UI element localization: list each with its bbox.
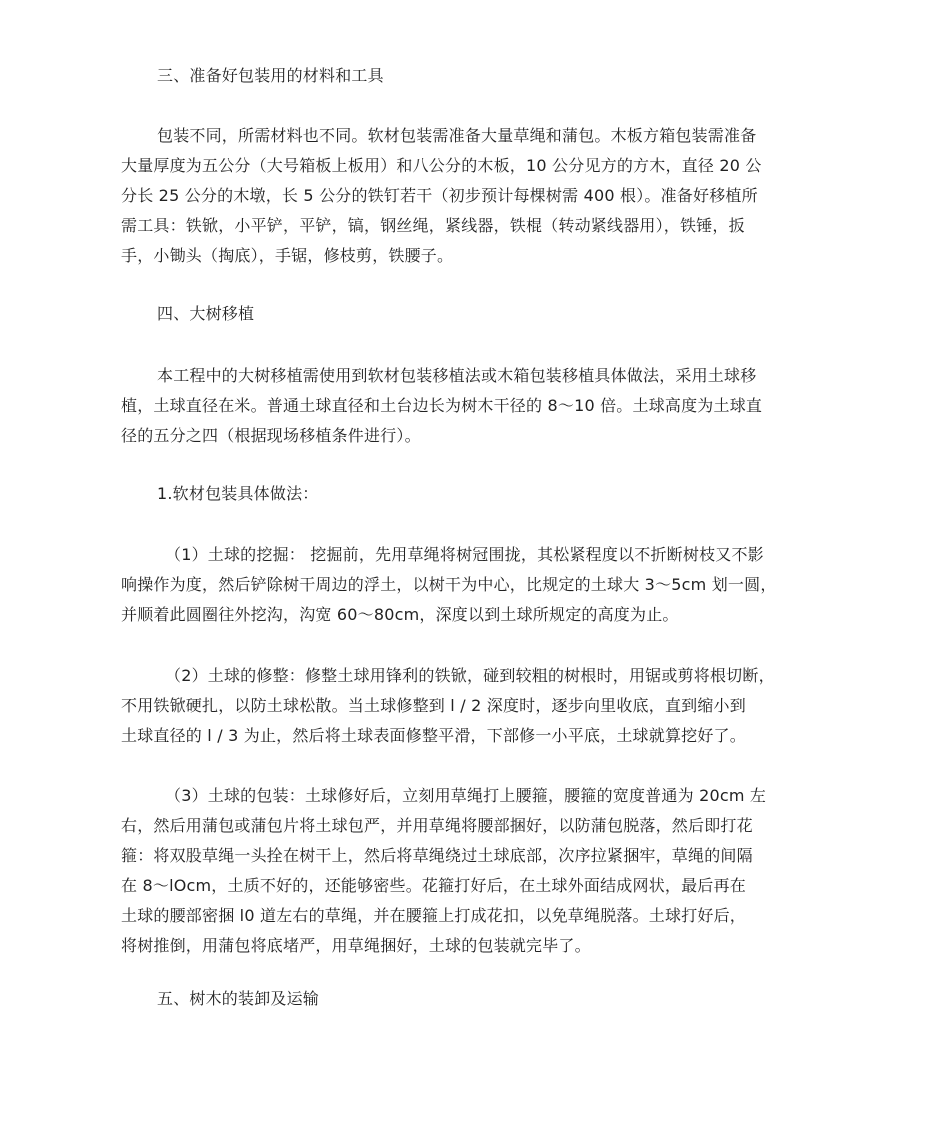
paragraph-line: 将树推倒，用蒲包将底堵严，用草绳捆好，土球的包装就完毕了。 bbox=[121, 936, 591, 955]
paragraph-line: 在 8～lOcm，土质不好的，还能够密些。花箍打好后，在土球外面结成网状，最后再在 bbox=[121, 876, 746, 895]
paragraph-line: 分长 25 公分的木墩，长 5 公分的铁钉若干（初步预计每棵树需 400 根）。准备好移植所 bbox=[121, 186, 758, 205]
paragraph-line: 本工程中的大树移植需使用到软材包装移植法或木箱包装移植具体做法，采用土球移 bbox=[157, 366, 757, 385]
paragraph-line: （2）土球的修整：修整土球用锋利的铁锨，碰到较粗的树根时，用锯或剪将根切断， bbox=[165, 666, 775, 685]
paragraph-line: 土球直径的 l / 3 为止，然后将土球表面修整平滑，下部修一小平底，土球就算挖好了。 bbox=[121, 726, 746, 745]
sub-heading-1 bbox=[121, 479, 837, 509]
paragraph-wrap bbox=[121, 781, 837, 961]
paragraph-line: 箍：将双股草绳一头拴在树干上，然后将草绳绕过土球底部，次序拉紧捆牢，草绳的间隔 bbox=[121, 846, 753, 865]
section-heading-3 bbox=[121, 61, 837, 91]
paragraph-line: 径的五分之四（根据现场移植条件进行）。 bbox=[121, 426, 421, 445]
section-heading-5 bbox=[121, 984, 837, 1014]
paragraph-line: 响操作为度，然后铲除树干周边的浮土，以树干为中心，比规定的土球大 3～5cm 划一圆， bbox=[121, 575, 777, 594]
paragraph-dig bbox=[121, 540, 837, 630]
paragraph-transplant bbox=[121, 361, 837, 451]
paragraph-line: 并顺着此圆圈往外挖沟，沟宽 60～80cm，深度以到土球所规定的高度为止。 bbox=[121, 605, 679, 624]
paragraph-trim bbox=[121, 661, 837, 751]
heading-text: 1.软材包装具体做法： bbox=[157, 484, 319, 503]
paragraph-line: 需工具：铁锨，小平铲，平铲，镐，钢丝绳，紧线器，铁棍（转动紧线器用），铁锤，扳 bbox=[121, 216, 745, 235]
paragraph-line: 植，土球直径在米。普通土球直径和土台边长为树木干径的 8～10 倍。土球高度为土球直 bbox=[121, 396, 763, 415]
heading-text: 四、大树移植 bbox=[157, 304, 255, 323]
paragraph-materials bbox=[121, 121, 837, 271]
section-heading-4 bbox=[121, 299, 837, 329]
paragraph-line: 包装不同，所需材料也不同。软材包装需准备大量草绳和蒲包。木板方箱包装需准备 bbox=[157, 126, 757, 145]
paragraph-line: 土球的腰部密捆 l0 道左右的草绳，并在腰箍上打成花扣，以免草绳脱落。土球打好后， bbox=[121, 906, 746, 925]
paragraph-line: （1）土球的挖掘： 挖掘前，先用草绳将树冠围拢，其松紧程度以不折断树枝又不影 bbox=[165, 545, 764, 564]
paragraph-line: 不用铁锨硬扎，以防土球松散。当土球修整到 l / 2 深度时，逐步向里收底，直到缩小到 bbox=[121, 696, 746, 715]
heading-text: 五、树木的装卸及运输 bbox=[157, 989, 320, 1008]
paragraph-line: 右，然后用蒲包或蒲包片将土球包严，并用草绳将腰部捆好，以防蒲包脱落，然后即打花 bbox=[121, 816, 753, 835]
paragraph-line: 大量厚度为五公分（大号箱板上板用）和八公分的木板，10 公分见方的方木，直径 20 公 bbox=[121, 156, 762, 175]
paragraph-line: 手，小锄头（掏底），手锯，修枝剪，铁腰子。 bbox=[121, 246, 454, 265]
paragraph-line: （3）土球的包装：土球修好后，立刻用草绳打上腰箍，腰箍的宽度普通为 20cm 左 bbox=[165, 786, 767, 805]
heading-text: 三、准备好包装用的材料和工具 bbox=[157, 66, 384, 85]
